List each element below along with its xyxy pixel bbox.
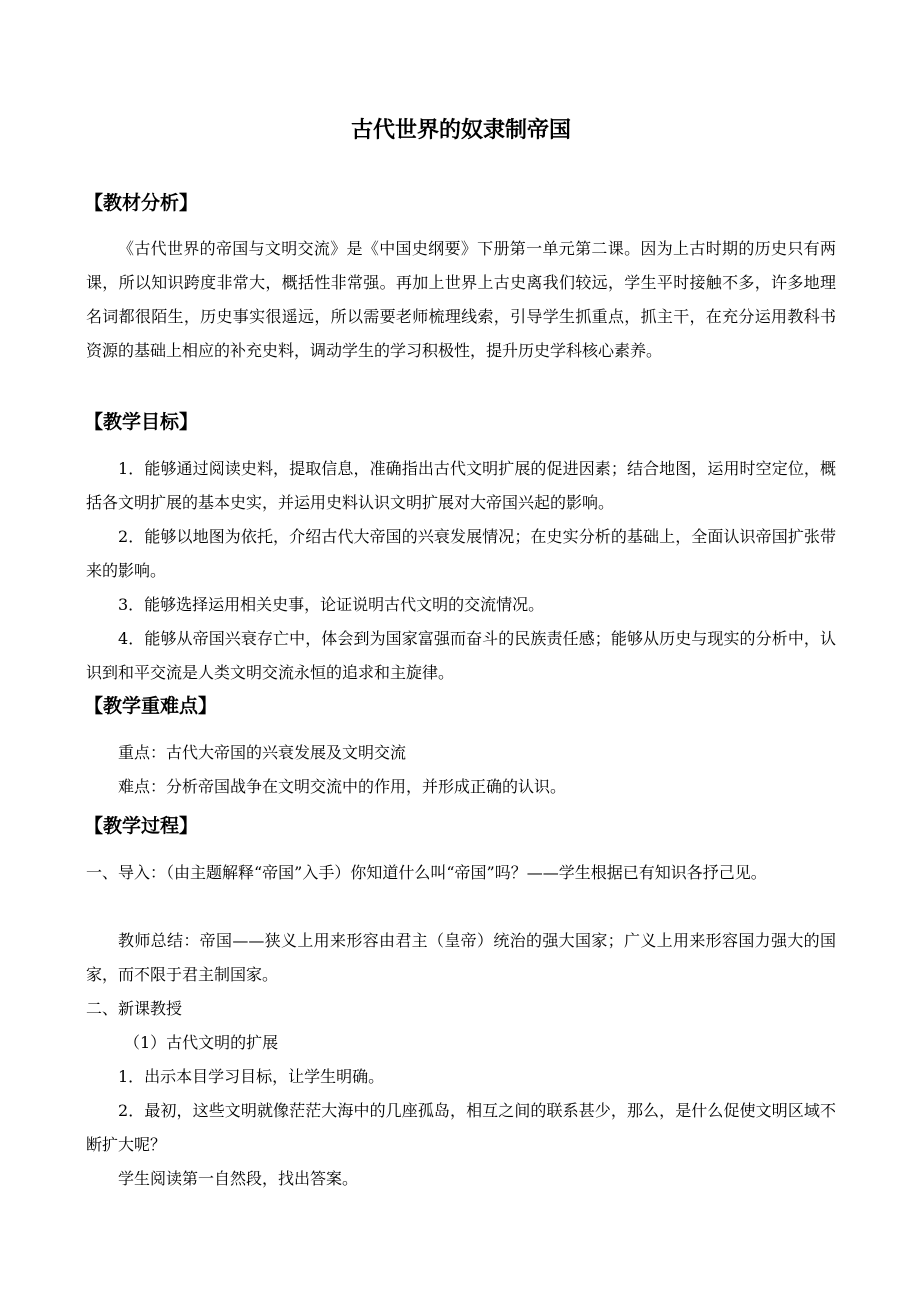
document-title: 古代世界的奴隶制帝国 [350,117,571,143]
goal-item-1: 1．能够通过阅读史料，提取信息，准确指出古代文明扩展的促进因素；结合地图，运用时空定位，概括各文明扩展的基本史实，并运用史料认识文明扩展对大帝国兴起的影响。 [86,459,836,512]
heading-teaching-goals: 【教学目标】 [84,411,199,433]
heading-textbook-analysis: 【教材分析】 [84,192,199,214]
goal-item-3: 3．能够选择运用相关史事，论证说明古代文明的交流情况。 [118,595,545,614]
step-3: 学生阅读第一自然段，找出答案。 [118,1169,359,1188]
intro-paragraph: 一、导入：（由主题解释“帝国”入手）你知道什么叫“帝国”吗？——学生根据已有知识各抒己见。 [86,863,767,882]
key-point: 重点：古代大帝国的兴衰发展及文明交流 [118,743,407,762]
analysis-paragraph: 《古代世界的帝国与文明交流》是《中国史纲要》下册第一单元第二课。因为上古时期的历史只有两课，所以知识跨度非常大，概括性非常强。再加上世界上古史离我们较远，学生平时接触不多，许多地理名词都很陌生，历史事实很遥远，所以需要老师梳理线索，引导学生抓重点，抓主干，在充分运用教科书资源的基础上相应的补充史料，调动学生的学习积极性，提升历史学科核心素养。 [86,239,836,360]
new-lesson-heading: 二、新课教授 [86,999,183,1018]
goal-item-4: 4．能够从帝国兴衰存亡中，体会到为国家富强而奋斗的民族责任感；能够从历史与现实的分析中，认识到和平交流是人类文明交流永恒的追求和主旋律。 [86,629,836,682]
heading-key-difficult-points: 【教学重难点】 [84,695,218,717]
step-1: 1．出示本目学习目标，让学生明确。 [118,1067,385,1086]
goal-item-2: 2．能够以地图为依托，介绍古代大帝国的兴衰发展情况；在史实分析的基础上，全面认识帝国扩张带来的影响。 [86,527,836,580]
teacher-summary: 教师总结：帝国——狭义上用来形容由君主（皇帝）统治的强大国家；广义上用来形容国力强大的国家，而不限于君主制国家。 [86,931,836,984]
heading-teaching-process: 【教学过程】 [84,815,199,837]
subsection-1: （1）古代文明的扩展 [124,1033,279,1052]
step-2: 2．最初，这些文明就像茫茫大海中的几座孤岛，相互之间的联系甚少，那么，是什么促使文明区域不断扩大呢？ [86,1101,836,1154]
difficult-point: 难点：分析帝国战争在文明交流中的作用，并形成正确的认识。 [118,777,567,796]
